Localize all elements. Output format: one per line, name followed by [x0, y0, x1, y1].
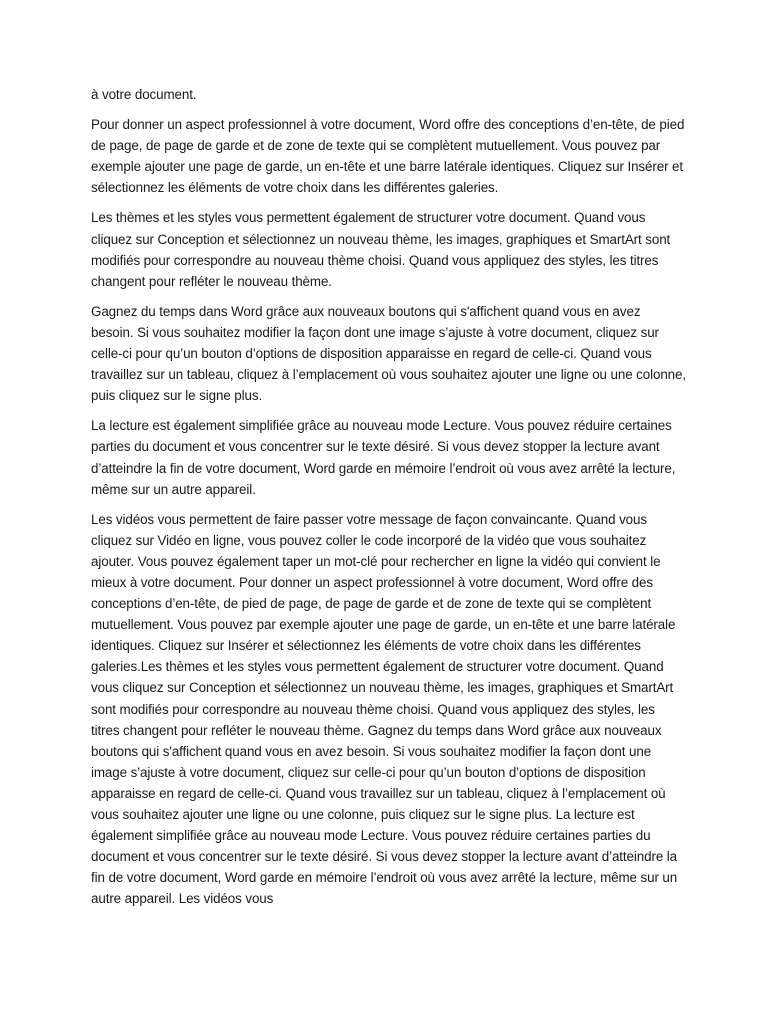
- paragraph-themes-styles: Les thèmes et les styles vous permettent également de structurer votre document. Quand vous cliquez sur Conception et sélectionnez un nouveau thème, les images, graphiques et SmartArt sont modifiés pour correspondre au nouveau thème choisi. Quand vous appliquez des styles, les titres changent pour refléter le nouveau thème.: [91, 210, 671, 289]
- paragraph-professional-look: Pour donner un aspect professionnel à votre document, Word offre des conceptions d’en-tête, de pied de page, de page de garde et de zone de texte qui se complètent mutuellement. Vous pouvez par exemple ajouter une page de garde, un en-tête et une barre latérale identiques. Cliquez sur Insérer et sélectionnez les éléments de votre choix dans les différentes galeries.: [91, 117, 685, 196]
- document-body: [91, 84, 686, 918]
- paragraph-save-time: Gagnez du temps dans Word grâce aux nouveaux boutons qui s'affichent quand vous en avez besoin. Si vous souhaitez modifier la façon dont une image s’ajuste à votre document, cliquez sur celle-ci pour qu’un bouton d’options de disposition apparaisse en regard de celle-ci. Quand vous travaillez sur un tableau, cliquez à l’emplacement où vous souhaitez ajouter une ligne ou une colonne, puis cliquez sur le signe plus.: [91, 303, 686, 404]
- paragraph-reading-mode: La lecture est également simplifiée grâce au nouveau mode Lecture. Vous pouvez réduire certaines parties du document et vous concentrer sur le texte désiré. Si vous devez stopper la lecture avant d’atteindre la fin de votre document, Word garde en mémoire l’endroit où vous avez arrêté la lecture, même sur un autre appareil.: [91, 418, 676, 497]
- paragraph-continuation: à votre document.: [91, 87, 197, 102]
- paragraph-videos: Les vidéos vous permettent de faire passer votre message de façon convaincante. Quand vous cliquez sur Vidéo en ligne, vous pouvez coller le code incorporé de la vidéo que vous souhaitez ajouter. Vous pouvez également taper un mot-clé pour rechercher en ligne la vidéo qui convient le mieux à votre document. Pour donner un aspect professionnel à votre document, Word offre des conceptions d’en-tête, de pied de page, de page de garde et de zone de texte qui se complètent mutuellement. Vous pouvez par exemple ajouter une page de garde, un en-tête et une barre latérale identiques. Cliquez sur Insérer et sélectionnez les éléments de votre choix dans les différentes galeries.Les thèmes et les styles vous permettent également de structurer votre document. Quand vous cliquez sur Conception et sélectionnez un nouveau thème, les images, graphiques et SmartArt sont modifiés pour correspondre au nouveau thème choisi. Quand vous appliquez des styles, les titres changent pour refléter le nouveau thème. Gagnez du temps dans Word grâce aux nouveaux boutons qui s'affichent quand vous en avez besoin. Si vous souhaitez modifier la façon dont une image s’ajuste à votre document, cliquez sur celle-ci pour qu’un bouton d’options de disposition apparaisse en regard de celle-ci. Quand vous travaillez sur un tableau, cliquez à l’emplacement où vous souhaitez ajouter une ligne ou une colonne, puis cliquez sur le signe plus. La lecture est également simplifiée grâce au nouveau mode Lecture. Vous pouvez réduire certaines parties du document et vous concentrer sur le texte désiré. Si vous devez stopper la lecture avant d’atteindre la fin de votre document, Word garde en mémoire l’endroit où vous avez arrêté la lecture, même sur un autre appareil. Les vidéos vous: [91, 511, 678, 907]
